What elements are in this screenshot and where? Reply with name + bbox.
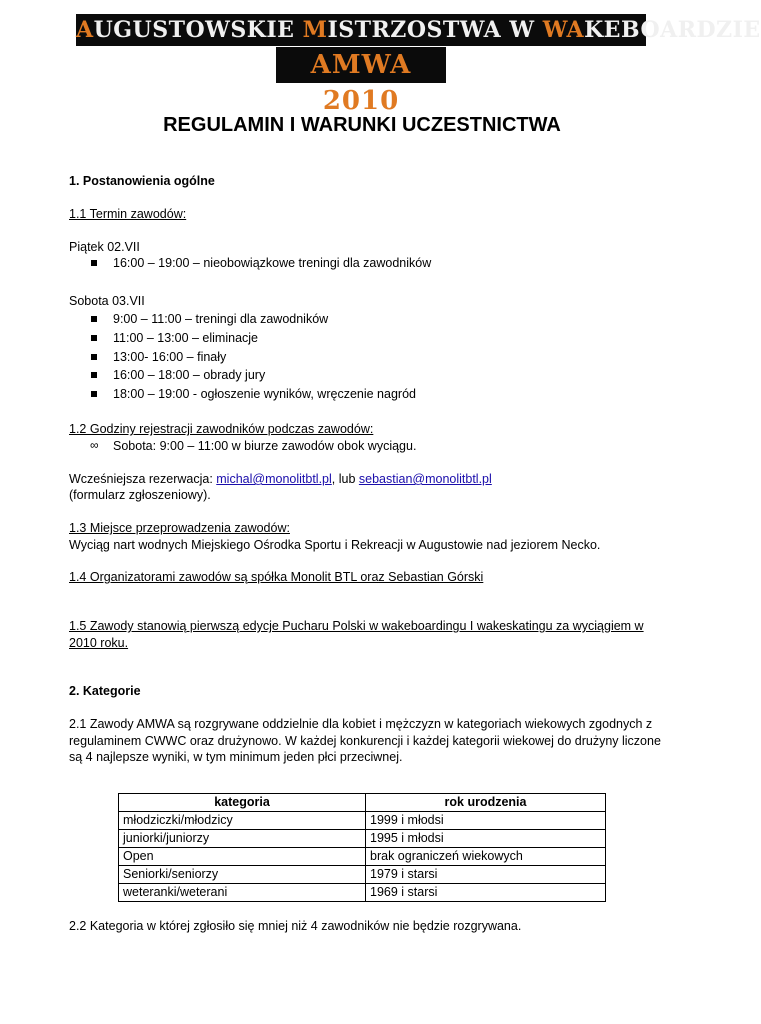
email-link-michal[interactable]: michal@monolitbtl.pl bbox=[216, 472, 332, 486]
section-2-1-line1: 2.1 Zawody AMWA są rozgrywane oddzielnie dla kobiet i mężczyzn w kategoriach wiekowych zgodnych z bbox=[69, 717, 653, 731]
category-cell: juniorki/juniorzy bbox=[119, 830, 366, 848]
reservation-suffix: (formularz zgłoszeniowy). bbox=[69, 488, 211, 502]
list-item: 18:00 – 19:00 - ogłoszenie wyników, wręczenie nagród bbox=[113, 387, 416, 401]
table-row bbox=[119, 866, 606, 884]
section-1-3-heading: 1.3 Miejsce przeprowadzenia zawodów: bbox=[69, 521, 290, 535]
bullet-icon bbox=[91, 316, 97, 322]
document-title: REGULAMIN I WARUNKI UCZESTNICTWA bbox=[163, 114, 561, 136]
column-header-birth-year: rok urodzenia bbox=[366, 794, 606, 812]
bullet-icon bbox=[91, 391, 97, 397]
bullet-icon bbox=[91, 354, 97, 360]
section-2-1-line3: są 4 najlepsze wyniki, w tym minimum jeden płci przeciwnej. bbox=[69, 750, 403, 764]
list-item: 13:00- 16:00 – finały bbox=[113, 350, 227, 364]
birth-year-cell: 1979 i starsi bbox=[366, 866, 606, 884]
banner-accent-letters: WA bbox=[542, 17, 585, 43]
birth-year-cell: 1999 i młodsi bbox=[366, 812, 606, 830]
section-1-2-heading: 1.2 Godziny rejestracji zawodników podczas zawodów: bbox=[69, 422, 374, 436]
table-row bbox=[119, 884, 606, 902]
section-2-1-line2: regulaminem CWWC oraz drużynowo. W każdej konkurencji i każdej kategorii wiekowej do drużyny liczone bbox=[69, 734, 661, 748]
friday-label: Piątek 02.VII bbox=[69, 240, 140, 254]
birth-year-cell: brak ograniczeń wiekowych bbox=[366, 848, 606, 866]
column-header-category: kategoria bbox=[119, 794, 366, 812]
table-row bbox=[119, 830, 606, 848]
category-table bbox=[118, 793, 606, 902]
list-item: 9:00 – 11:00 – treningi dla zawodników bbox=[113, 312, 329, 326]
banner-accent-letters: A bbox=[76, 17, 94, 43]
saturday-label: Sobota 03.VII bbox=[69, 294, 145, 308]
reservation-line bbox=[69, 471, 492, 488]
table-row bbox=[119, 812, 606, 830]
banner-text: ISTRZOSTWA W bbox=[327, 17, 543, 43]
email-link-sebastian[interactable]: sebastian@monolitbtl.pl bbox=[358, 472, 492, 486]
list-item: 16:00 – 19:00 – nieobowiązkowe treningi dla zawodników bbox=[113, 256, 432, 270]
section-1-5-line1: 1.5 Zawody stanowią pierwszą edycje Pucharu Polski w wakeboardingu I wakeskatingu za wyciągiem w bbox=[69, 619, 644, 633]
section-1-1-heading: 1.1 Termin zawodów: bbox=[69, 207, 187, 221]
birth-year-cell: 1995 i młodsi bbox=[366, 830, 606, 848]
bullet-icon bbox=[91, 260, 97, 266]
category-cell: weteranki/weterani bbox=[119, 884, 366, 902]
section-1-4: 1.4 Organizatorami zawodów są spółka Monolit BTL oraz Sebastian Górski bbox=[69, 570, 484, 584]
section-1-heading: 1. Postanowienia ogólne bbox=[69, 174, 215, 188]
bullet-icon bbox=[91, 372, 97, 378]
section-1-3-text: Wyciąg nart wodnych Miejskiego Ośrodka Sportu i Rekreacji w Augustowie nad jeziorem Necko. bbox=[69, 538, 601, 552]
event-banner-year: AMWA 2010 bbox=[276, 47, 446, 83]
category-cell: Seniorki/seniorzy bbox=[119, 866, 366, 884]
table-row bbox=[119, 848, 606, 866]
banner-text: KEBOARDZIE bbox=[584, 17, 761, 43]
reservation-mid: , lub bbox=[331, 472, 359, 486]
banner-accent-letters: M bbox=[302, 17, 328, 43]
list-item: 16:00 – 18:00 – obrady jury bbox=[113, 368, 266, 382]
infinity-bullet-icon: ∞ bbox=[90, 438, 99, 452]
reservation-prefix: Wcześniejsza rezerwacja: bbox=[69, 472, 217, 486]
bullet-icon bbox=[91, 335, 97, 341]
list-item: 11:00 – 13:00 – eliminacje bbox=[113, 331, 259, 345]
event-banner bbox=[76, 14, 761, 46]
banner-text: UGUSTOWSKIE bbox=[93, 17, 303, 43]
list-item: Sobota: 9:00 – 11:00 w biurze zawodów obok wyciągu. bbox=[113, 439, 417, 453]
category-cell: Open bbox=[119, 848, 366, 866]
category-cell: młodziczki/młodzicy bbox=[119, 812, 366, 830]
birth-year-cell: 1969 i starsi bbox=[366, 884, 606, 902]
table-header-row bbox=[119, 794, 606, 812]
section-1-5-line2: 2010 roku. bbox=[69, 636, 129, 650]
section-2-2: 2.2 Kategoria w której zgłosiło się mniej niż 4 zawodników nie będzie rozgrywana. bbox=[69, 919, 522, 933]
section-2-heading: 2. Kategorie bbox=[69, 684, 141, 698]
